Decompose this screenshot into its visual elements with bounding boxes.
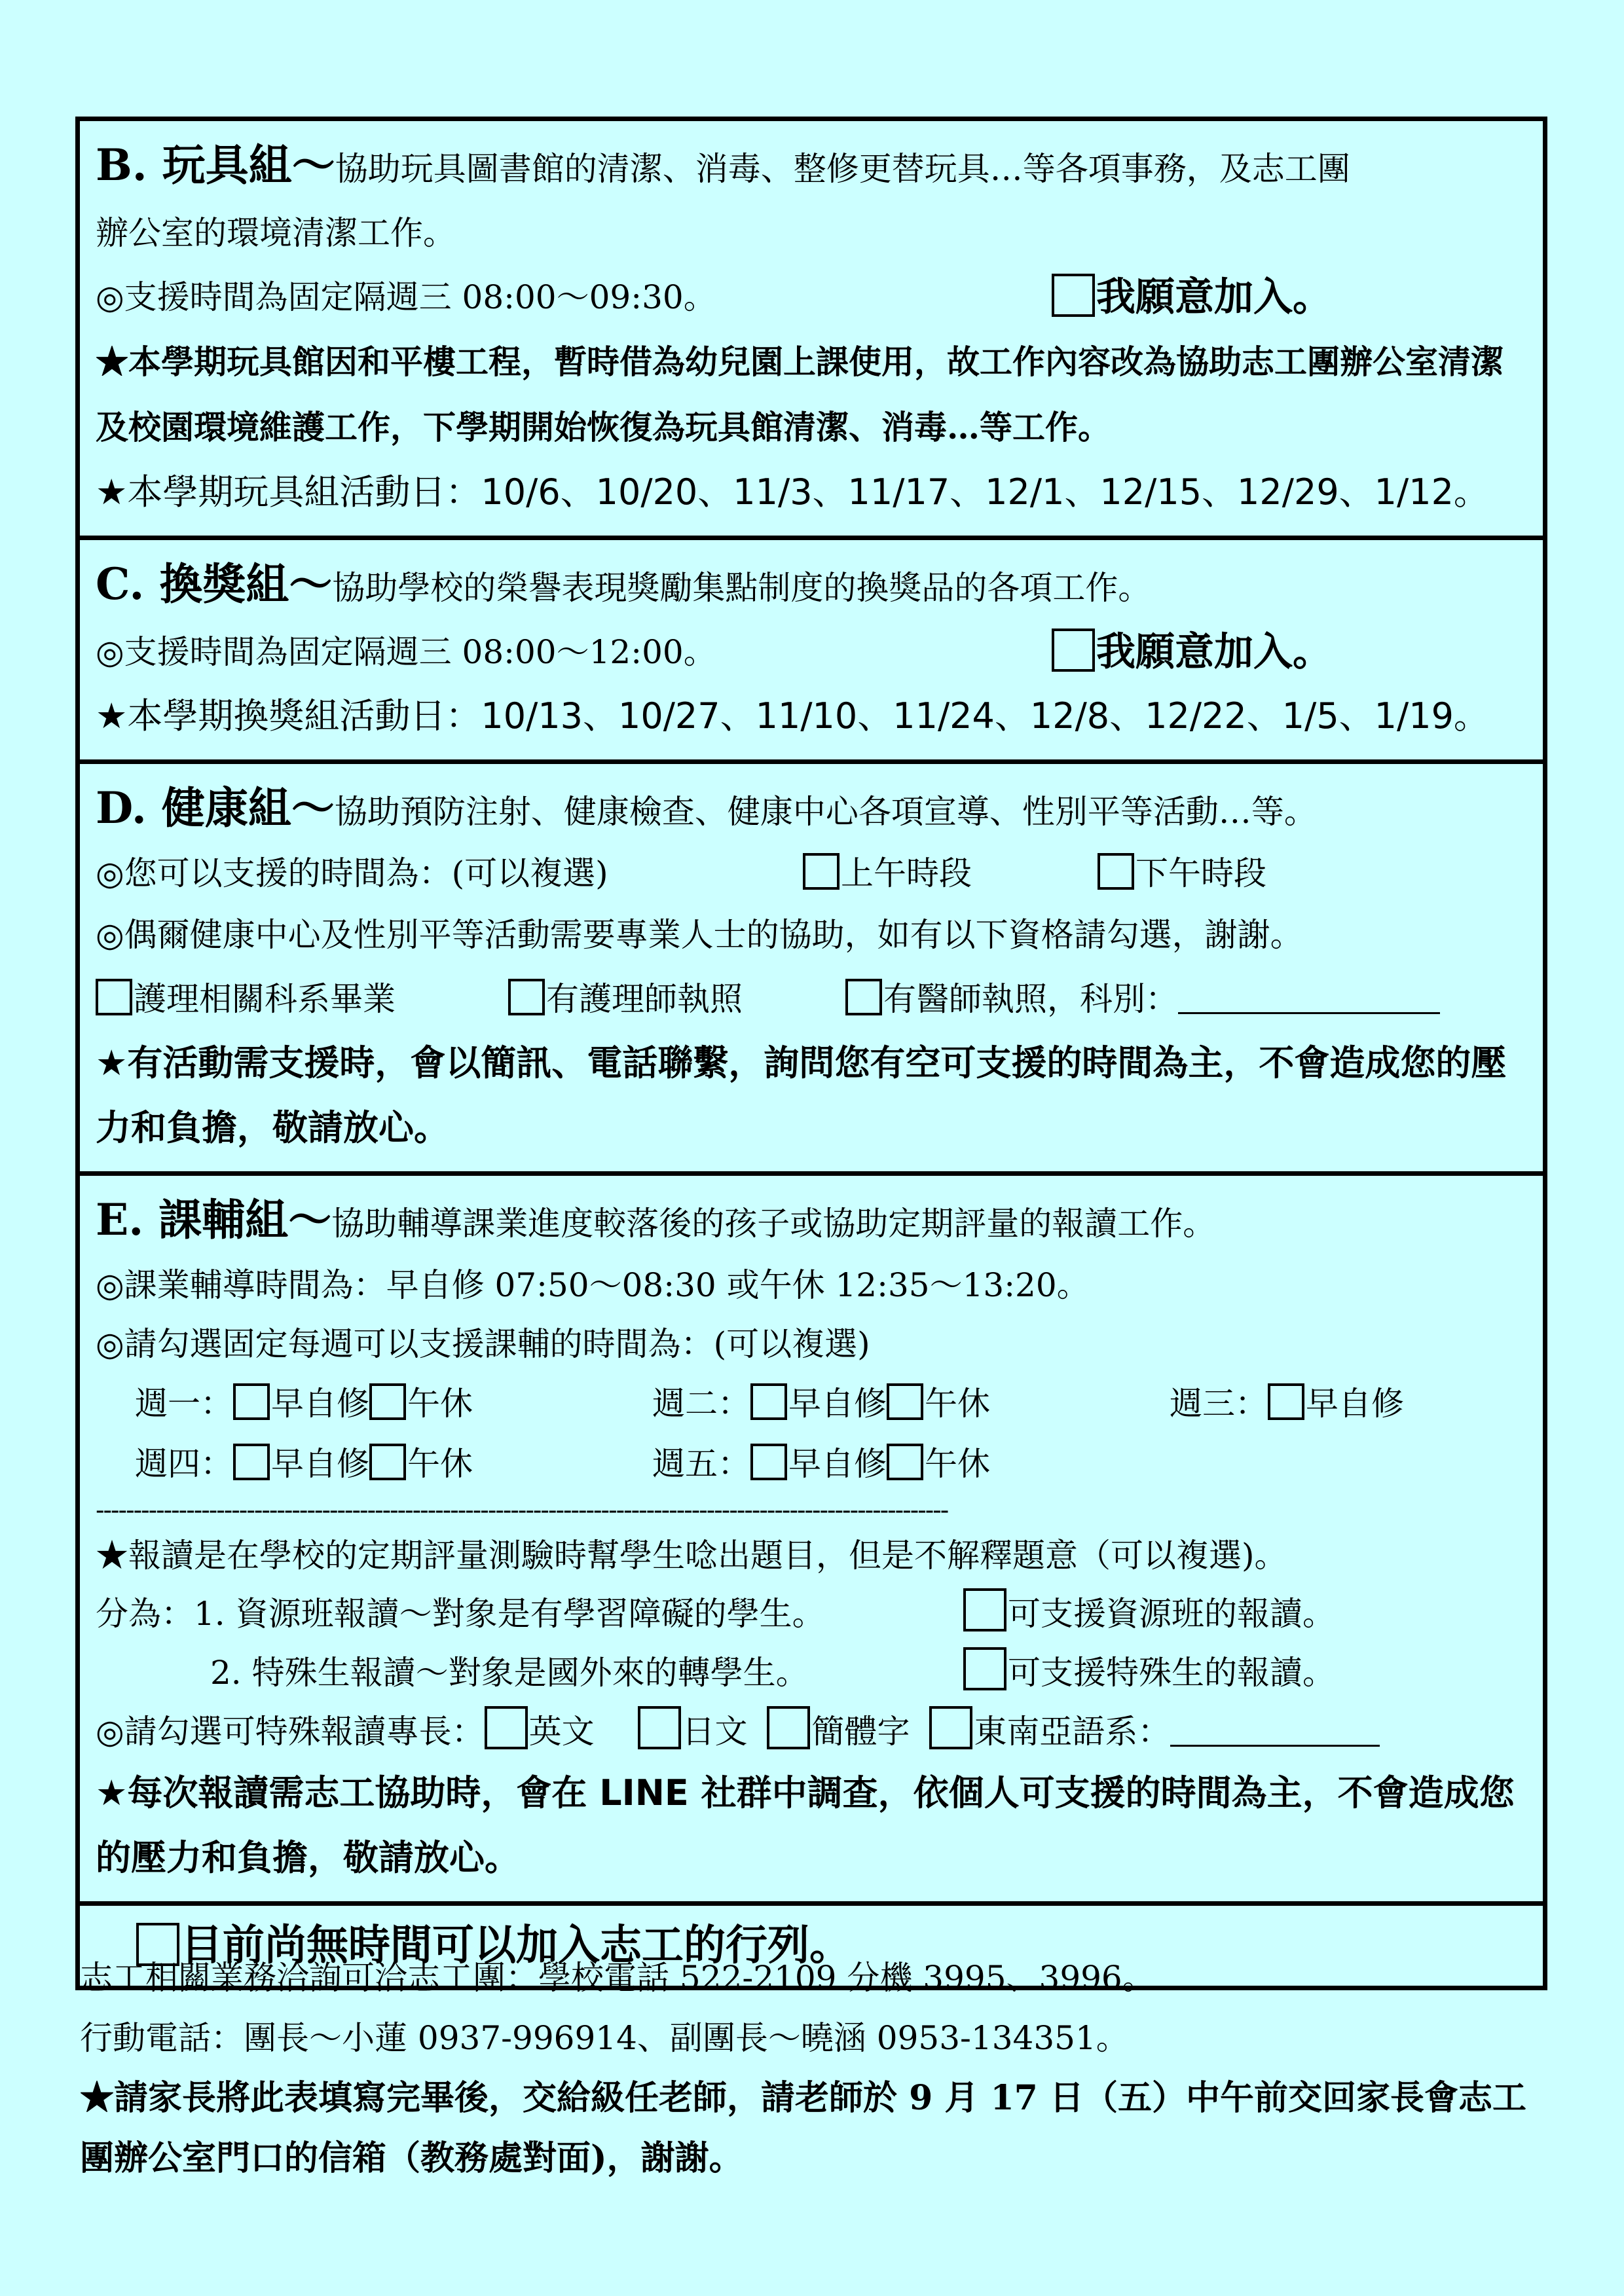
toy-desc-1: 協助玩具圖書館的清潔、消毒、整修更替玩具…等各項事務，及志工團 (335, 150, 1350, 188)
fri-morning-checkbox[interactable] (750, 1444, 787, 1480)
fri-label: 週五： (652, 1445, 750, 1483)
health-desc: 協助預防注射、健康檢查、健康中心各項宣導、性別平等活動…等。 (334, 793, 1317, 831)
toy-join-label: 我願意加入。 (1096, 274, 1332, 320)
tutor-pick: ◎請勾選固定每週可以支援課輔的時間為：(可以複選) (96, 1325, 870, 1363)
toy-dates: ★本學期玩具組活動日：10/6、10/20、11/3、11/17、12/1、12/15、12/29、1/12。 (96, 471, 1489, 513)
doctor-license-label: 有醫師執照，科別： (883, 980, 1178, 1018)
none-label: 目前尚無時間可以加入志工的行列。 (181, 1921, 851, 1970)
tue-morning-checkbox[interactable] (750, 1383, 787, 1420)
prize-desc: 協助學校的榮譽表現獎勵集點制度的換獎品的各項工作。 (332, 569, 1151, 607)
read-note: ★報讀是在學校的定期評量測驗時幫學生唸出題目，但是不解釋題意（可以複選)。 (96, 1537, 1287, 1575)
toy-time: ◎支援時間為固定隔週三 08:00～09:30。 (96, 278, 716, 316)
wed-morning-label: 早自修 (1306, 1385, 1404, 1423)
skill-label: ◎請勾選可特殊報讀專長： (96, 1713, 485, 1751)
tue-noon-checkbox[interactable] (887, 1383, 923, 1420)
section-prize (80, 540, 1543, 764)
tue-label: 週二： (652, 1385, 750, 1423)
simplified-checkbox[interactable] (767, 1706, 810, 1749)
nurse-license-checkbox[interactable] (508, 979, 545, 1015)
mon-noon-label: 午休 (407, 1385, 473, 1423)
tue-noon-label: 午休 (925, 1385, 990, 1423)
resource-read-label: 可支援資源班的報讀。 (1008, 1595, 1335, 1633)
nursing-grad-label: 護理相關科系畢業 (134, 980, 396, 1018)
specialty-blank[interactable] (1178, 986, 1440, 1014)
thu-morning-label: 早自修 (271, 1445, 369, 1483)
special-read-checkbox[interactable] (963, 1647, 1006, 1690)
tue-morning-label: 早自修 (788, 1385, 887, 1423)
fri-morning-label: 早自修 (788, 1445, 887, 1483)
mon-noon-checkbox[interactable] (369, 1383, 406, 1420)
fri-noon-label: 午休 (925, 1445, 990, 1483)
thu-noon-label: 午休 (407, 1445, 473, 1483)
health-pm-label: 下午時段 (1135, 854, 1266, 892)
read-type-2: 2. 特殊生報讀～對象是國外來的轉學生。 (210, 1654, 809, 1692)
form-frame (75, 117, 1547, 1990)
fri-noon-checkbox[interactable] (887, 1444, 923, 1480)
english-label: 英文 (528, 1713, 595, 1751)
contact-line-2: 行動電話：團長～小蓮 0937-996914、副團長～曉涵 0953-134351。 (80, 2019, 1129, 2057)
english-checkbox[interactable] (485, 1706, 528, 1749)
japanese-label: 日文 (682, 1713, 748, 1751)
special-read-label: 可支援特殊生的報讀。 (1008, 1654, 1335, 1692)
section-health (80, 764, 1543, 1176)
simplified-label: 簡體字 (811, 1713, 910, 1751)
contact-line-1: 志工相關業務洽詢可洽志工團：學校電話 522-2109 分機 3995、3996。 (80, 1959, 1155, 1997)
doctor-license-checkbox[interactable] (845, 979, 882, 1015)
toy-desc-2: 辦公室的環境清潔工作。 (96, 214, 456, 252)
toy-note: ★本學期玩具館因和平樓工程，暫時借為幼兒園上課使用，故工作內容改為協助志工團辦公室清潔及校園環境維護工作，下學期開始恢復為玩具館清潔、消毒…等工作。 (96, 342, 1504, 446)
dashed-divider: ----------------------------------------------------------------------------------------------------------------- (96, 1495, 948, 1525)
tutor-desc: 協助輔導課業進度較落後的孩子或協助定期評量的報讀工作。 (331, 1205, 1216, 1243)
section-toy (80, 121, 1543, 540)
health-am-label: 上午時段 (841, 854, 972, 892)
read-type-1: 分為：1. 資源班報讀～對象是有學習障礙的學生。 (96, 1595, 825, 1633)
prize-join-checkbox[interactable] (1052, 629, 1095, 672)
wed-label: 週三： (1170, 1385, 1268, 1423)
footer (80, 1948, 1553, 2189)
resource-read-checkbox[interactable] (963, 1588, 1006, 1631)
thu-label: 週四： (135, 1445, 233, 1483)
prize-dates: ★本學期換獎組活動日：10/13、10/27、11/10、11/24、12/8、12/22、1/5、1/19。 (96, 695, 1489, 737)
mon-label: 週一： (135, 1385, 233, 1423)
health-am-checkbox[interactable] (803, 853, 840, 890)
tutor-time: ◎課業輔導時間為：早自修 07:50～08:30 或午休 12:35～13:20。 (96, 1266, 1090, 1304)
health-qual-note: ◎偶爾健康中心及性別平等活動需要專業人士的協助，如有以下資格請勾選，謝謝。 (96, 916, 1303, 954)
nursing-grad-checkbox[interactable] (96, 979, 132, 1015)
health-title: D. 健康組～ (96, 782, 335, 833)
tutor-note: ★每次報讀需志工協助時，會在 LINE 社群中調查，依個人可支援的時間為主，不會造成您的壓力和負擔，敬請放心。 (96, 1772, 1515, 1878)
health-pm-checkbox[interactable] (1098, 853, 1134, 890)
prize-join-label: 我願意加入。 (1096, 629, 1332, 675)
mon-morning-label: 早自修 (271, 1385, 369, 1423)
thu-noon-checkbox[interactable] (369, 1444, 406, 1480)
nurse-license-label: 有護理師執照 (546, 980, 743, 1018)
return-instruction: ★請家長將此表填寫完畢後，交給級任老師，請老師於 9 月 17 日（五）中午前交回家長會志工團辦公室門口的信箱（教務處對面)，謝謝。 (80, 2078, 1526, 2178)
wed-morning-checkbox[interactable] (1268, 1383, 1304, 1420)
thu-morning-checkbox[interactable] (233, 1444, 270, 1480)
sea-lang-checkbox[interactable] (929, 1706, 972, 1749)
prize-title: C. 換獎組～ (96, 558, 333, 610)
toy-title: B. 玩具組～ (96, 139, 335, 191)
section-tutoring (80, 1176, 1543, 1906)
health-time-label: ◎您可以支援的時間為：(可以複選) (96, 854, 608, 892)
health-note: ★有活動需支援時，會以簡訊、電話聯繫，詢問您有空可支援的時間為主，不會造成您的壓力和負擔，敬請放心。 (96, 1042, 1507, 1148)
sea-lang-blank[interactable] (1170, 1719, 1380, 1747)
prize-time: ◎支援時間為固定隔週三 08:00～12:00。 (96, 633, 716, 671)
sea-lang-label: 東南亞語系： (974, 1713, 1171, 1751)
tutor-title: E. 課輔組～ (96, 1194, 332, 1245)
mon-morning-checkbox[interactable] (233, 1383, 270, 1420)
toy-join-checkbox[interactable] (1052, 274, 1095, 317)
japanese-checkbox[interactable] (638, 1706, 681, 1749)
